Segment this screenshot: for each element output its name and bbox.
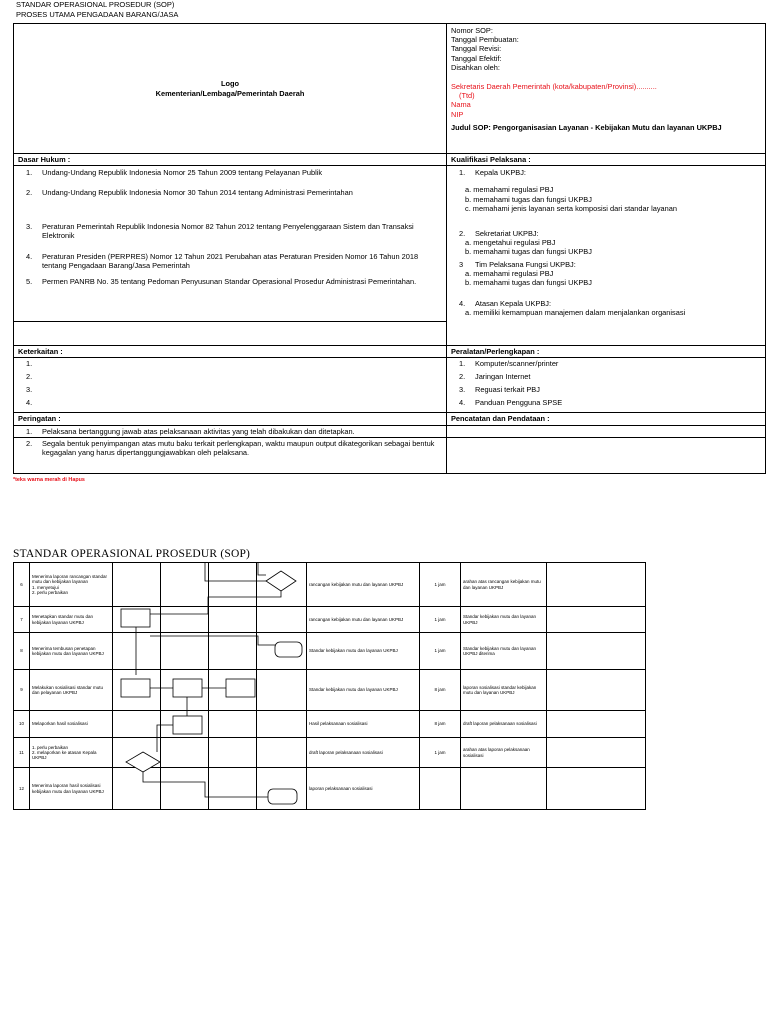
flow-row [14, 607, 646, 633]
nomor-sop: Nomor SOP: [451, 26, 493, 35]
flow-row [14, 768, 646, 810]
row-output: laporan sosialisasi standar kebijakan mutu dan layanan UKPBJ [461, 670, 547, 711]
tanggal-revisi: Tanggal Revisi: [451, 44, 502, 54]
row-output [461, 768, 547, 810]
peralatan-list [447, 358, 766, 413]
row-number: 11 [14, 738, 30, 768]
dasar-hukum-label: Dasar Hukum : [14, 154, 447, 166]
logo-title: Logo [220, 79, 240, 89]
logo-subtitle: Kementerian/Lembaga/Pemerintah Daerah [155, 88, 305, 98]
peringatan-item: 2. Segala bentuk penyimpangan atas mutu baku terkait perlengkapan, waktu maupun output dikategorikan sebagai bentuk kegagalan yang harus dipertanggungjawabkan oleh pelaksana. [26, 438, 435, 458]
peralatan-item: 4. Panduan Pengguna SPSE [459, 398, 563, 408]
doc-header-subtitle: PROSES UTAMA PENGADAAN BARANG/JASA [16, 10, 179, 19]
keterkaitan-item: 4. [26, 398, 33, 408]
row-activity: Menerima laporan rancangan standar mutu dan kebijakan layanan 1. menyetujui 2. perlu perbaikan [30, 563, 113, 607]
flow-row [14, 563, 646, 607]
pencatatan-label: Pencatatan dan Pendataan : [447, 413, 766, 425]
flowchart-table [13, 562, 646, 810]
peralatan-item: 1. Komputer/scanner/printer [459, 359, 559, 369]
row-time: 8 jam [420, 711, 461, 738]
row-input: draft laporan pelaksanaan sosialisasi [307, 738, 420, 768]
empty-cell [14, 322, 447, 346]
row-number: 6 [14, 563, 30, 607]
doc-header-title: STANDAR OPERASIONAL PROSEDUR (SOP) [16, 0, 175, 9]
flow-row [14, 633, 646, 670]
peringatan-item: 1. Pelaksana bertanggung jawab atas pelaksanaan aktivitas yang telah dibakukan dan ditetapkan. [26, 426, 355, 436]
peringatan-label: Peringatan : [14, 413, 447, 425]
tanggal-pembuatan: Tanggal Pembuatan: [451, 35, 519, 45]
kualifikasi-sub: a. memahami regulasi PBJ [465, 185, 554, 195]
row-activity: Menerima laporan hasil sosialisasi kebijakan mutu dan layanan UKPBJ [30, 768, 113, 810]
row-time: 1 jam [420, 633, 461, 670]
peralatan-item: 3. Reguasi terkait PBJ [459, 385, 540, 395]
keterkaitan-item: 1. [26, 359, 33, 369]
peralatan-item: 2. Jaringan Internet [459, 372, 531, 382]
row-activity: Menerima tembusan penetapan kebijakan mutu dan layanan UKPBJ [30, 633, 113, 670]
kualifikasi-sub: a. memahami regulasi PBJ [465, 268, 554, 278]
row-output: Standar kebijakan mutu dan layanan UKPBJ diterima [461, 633, 547, 670]
disahkan-oleh: Disahkan oleh: [451, 62, 500, 72]
row-number: 9 [14, 670, 30, 711]
row-activity: 1. perlu perbaikan 2. melaporkan ke atasan Kepala UKPBJ [30, 738, 113, 768]
dasar-hukum-item: 3. Peraturan Pemerintah Republik Indonesia Nomor 82 Tahun 2012 tentang Penyelenggaraan Sistem dan Transaksi Elektronik [26, 222, 414, 241]
dasar-hukum-item: 5. Permen PANRB No. 35 tentang Pedoman Penyusunan Standar Operasional Prosedur Administrasi Pemerintahan. [26, 277, 417, 287]
ttd-mark: (Ttd) [459, 91, 475, 101]
row-time [420, 768, 461, 810]
row-number: 7 [14, 607, 30, 633]
dasar-hukum-item: 1. Undang-Undang Republik Indonesia Nomor 25 Tahun 2009 tentang Pelayanan Publik [26, 168, 323, 178]
row-time: 1 jam [420, 607, 461, 633]
row-activity: Menetapkan standar mutu dan kebijakan layanan UKPBJ [30, 607, 113, 633]
keterkaitan-label: Keterkaitan : [14, 346, 447, 358]
kualifikasi-list [447, 166, 766, 346]
flowchart-title: STANDAR OPERASIONAL PROSEDUR (SOP) [13, 548, 251, 560]
peralatan-label: Peralatan/Perlengkapan : [447, 346, 766, 358]
row-activity: Melaporkan hasil sosialisasi [30, 711, 113, 738]
sekda-signatory: Sekretaris Daerah Pemerintah (kota/kabupaten/Provinsi).......... [451, 82, 657, 92]
row-output: Standar kebijakan mutu dan layanan UKPBJ [461, 607, 547, 633]
flow-row [14, 711, 646, 738]
row-output: draft laporan pelaksanaan sosialisasi [461, 711, 547, 738]
kualifikasi-item: 4. Atasan Kepala UKPBJ: [459, 299, 552, 309]
row-input: laporan pelaksanaan sosialisasi [307, 768, 420, 810]
row-activity: Melakukan sosialisasi standar mutu dan pelayanan UKPBJ [30, 670, 113, 711]
dasar-hukum-item: 2. Undang-Undang Republik Indonesia Nomor 30 Tahun 2014 tentang Administrasi Pemerintahan [26, 188, 353, 198]
row-input: Standar kebijakan mutu dan layanan UKPBJ [307, 633, 420, 670]
row-time: 1 jam [420, 563, 461, 607]
row-output: arahan atas laporan pelaksanaan sosialisasi [461, 738, 547, 768]
dasar-hukum-item: 4. Peraturan Presiden (PERPRES) Nomor 12 Tahun 2021 Perubahan atas Peraturan Presiden Nomor 16 Tahun 2018 tentang Pengadaan Barang/Jasa Pemerintah [26, 252, 419, 271]
pencatatan-cell-2 [447, 437, 766, 473]
kualifikasi-sub: a. mengetahui regulasi PBJ [465, 238, 556, 248]
kualifikasi-sub: a. memiliki kemampuan manajemen dalam menjalankan organisasi [465, 308, 686, 318]
row-number: 10 [14, 711, 30, 738]
kualifikasi-item: 2. Sekretariat UKPBJ: [459, 229, 539, 239]
judul-sop: Judul SOP: Pengorganisasian Layanan - Kebijakan Mutu dan layanan UKPBJ [451, 122, 722, 132]
pencatatan-cell [447, 425, 766, 437]
kualifikasi-sub: b. memahami tugas dan fungsi UKPBJ [465, 247, 592, 257]
keterkaitan-list [14, 358, 447, 413]
signatory-nip: NIP [451, 109, 464, 119]
row-time: 8 jam [420, 670, 461, 711]
row-input: Hasil pelaksanaan sosialisasi [307, 711, 420, 738]
row-input: Standar kebijakan mutu dan layanan UKPBJ [307, 670, 420, 711]
peringatan-item-1 [14, 425, 447, 437]
keterkaitan-item: 2. [26, 372, 33, 382]
kualifikasi-item: 1. Kepala UKPBJ: [459, 168, 526, 178]
keterkaitan-item: 3. [26, 385, 33, 395]
peringatan-item-2 [14, 437, 447, 473]
sop-metadata-cell [447, 24, 766, 154]
red-text-note: *teks warna merah di Hapus [13, 477, 85, 483]
kualifikasi-sub: b. memahami tugas dan fungsi UKPBJ [465, 278, 592, 288]
logo-cell [14, 24, 447, 154]
flow-row [14, 670, 646, 711]
row-input: rancangan kebijakan mutu dan layanan UKPBJ [307, 563, 420, 607]
row-output: arahan atas rancangan kebijakan mutu dan layanan UKPBJ [461, 563, 547, 607]
tanggal-efektif: Tanggal Efektif: [451, 53, 502, 63]
row-number: 12 [14, 768, 30, 810]
row-time: 1 jam [420, 738, 461, 768]
kualifikasi-sub: b. memahami tugas dan fungsi UKPBJ [465, 194, 592, 204]
signatory-name: Nama [451, 100, 471, 110]
sop-info-table [13, 23, 766, 474]
flow-row [14, 738, 646, 768]
row-input: rancangan kebijakan mutu dan layanan UKPBJ [307, 607, 420, 633]
kualifikasi-label: Kualifikasi Pelaksana : [447, 154, 766, 166]
kualifikasi-sub: c. memahami jenis layanan serta komposisi dari standar layanan [465, 203, 677, 213]
kualifikasi-item: 3 Tim Pelaksana Fungsi UKPBJ: [459, 259, 576, 269]
row-number: 8 [14, 633, 30, 670]
dasar-hukum-list [14, 166, 447, 322]
